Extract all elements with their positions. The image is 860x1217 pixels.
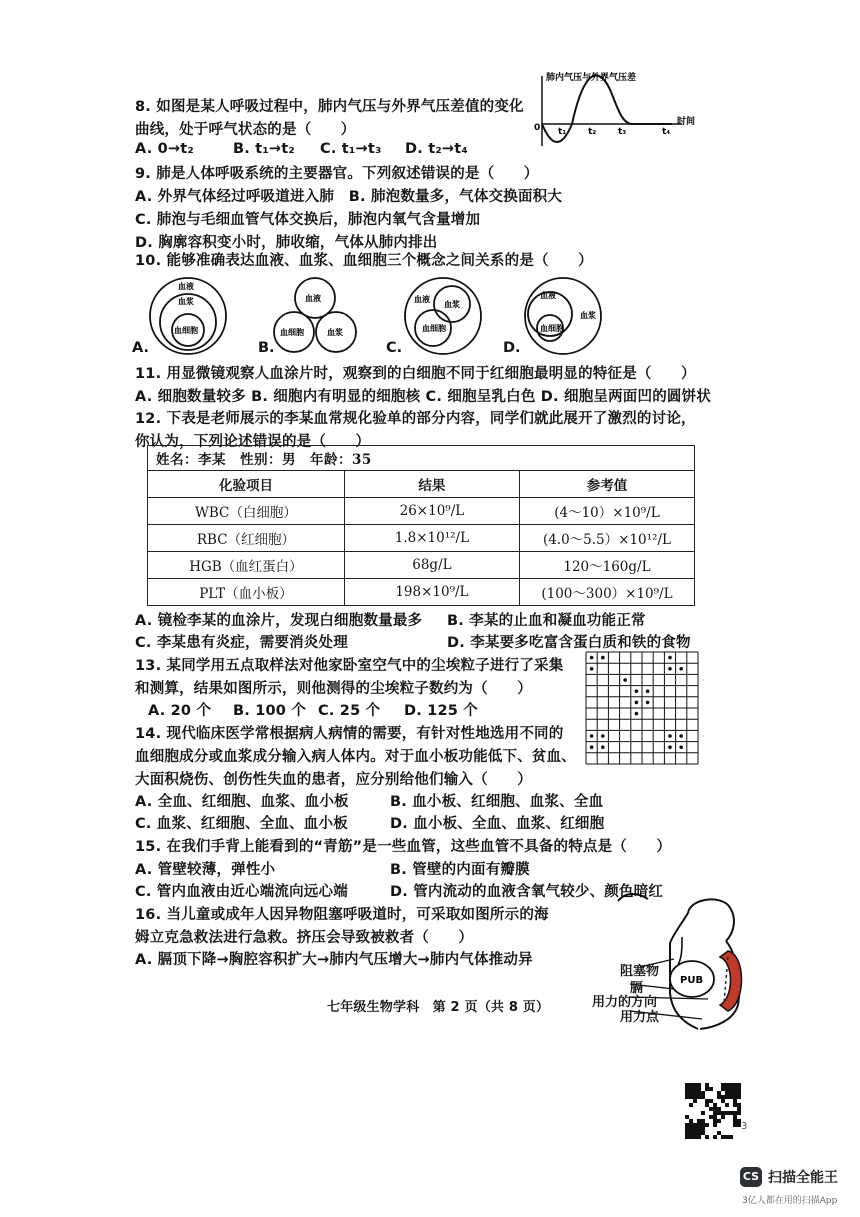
dust-particle-dot (601, 656, 605, 660)
qr-code (685, 1083, 741, 1139)
q8-option-b: B. t₁→t₂ (233, 141, 295, 157)
q8-tick-0: 0 (534, 123, 541, 133)
q10-venn-d (520, 276, 606, 356)
cell-result: 68g/L (344, 552, 519, 579)
q8-stem-line1: 8. 如图是某人呼吸过程中，肺内气压与外界气压差值的变化 (135, 99, 524, 115)
cell-item: HGB（血红蛋白） (148, 552, 345, 579)
dust-particle-dot (679, 745, 683, 749)
q8-xlabel: 时间 (677, 117, 696, 127)
q10-stem: 10. 能够准确表达血液、血浆、血细胞三个概念之间关系的是（ ） (135, 253, 593, 269)
q8-stem-line2: 曲线，处于呼气状态的是（ ） (135, 122, 356, 138)
svg-text:PUB: PUB (680, 975, 704, 986)
q8-option-d: D. t₂→t₄ (405, 141, 468, 157)
dust-particle-dot (590, 667, 594, 671)
q11-stem: 11. 用显微镜观察人血涂片时，观察到的白细胞不同于红细胞最明显的特征是（ ） (135, 366, 696, 382)
q16-label-diaphragm: 膈 (630, 981, 644, 996)
q10-venn-b (272, 276, 358, 356)
q11-options: A. 细胞数量较多 B. 细胞内有明显的细胞核 C. 细胞呈乳白色 D. 细胞呈两面凹的圆饼状 (135, 389, 711, 405)
dust-particle-dot (635, 701, 639, 705)
q16-label-obstruction: 阻塞物 (620, 964, 660, 979)
cell-result: 1.8×10¹²/L (344, 525, 519, 552)
dust-particle-dot (668, 656, 672, 660)
svg-text:血液: 血液 (540, 291, 556, 300)
svg-text:血细胞: 血细胞 (280, 328, 304, 337)
blood-test-report-table (147, 445, 695, 606)
svg-text:血细胞: 血细胞 (174, 326, 198, 335)
edge-digit: 3 (741, 1121, 748, 1132)
dust-particle-dot (679, 734, 683, 738)
table-row (148, 498, 695, 525)
q13-stem-line1: 13. 某同学用五点取样法对他家卧室空气中的尘埃粒子进行了采集 (135, 658, 564, 674)
q14-option-d: D. 血小板、全血、血浆、红细胞 (390, 816, 605, 832)
q15-option-c: C. 管内血液由近心端流向远心端 (135, 884, 348, 900)
q13-dust-sample-grid (585, 651, 699, 765)
q14-option-b: B. 血小板、红细胞、血浆、全血 (390, 794, 604, 810)
report-patient-header: 姓名：李某 性别：男 年龄：35 (148, 446, 695, 471)
table-row (148, 552, 695, 579)
column-header-item: 化验项目 (148, 471, 345, 498)
table-row (148, 525, 695, 552)
q8-tick-t2: t₂ (588, 127, 597, 137)
q13-option-b: B. 100 个 (233, 703, 307, 719)
q12-option-a: A. 镜检李某的血涂片，发现白细胞数量最多 (135, 613, 423, 629)
q14-option-a: A. 全血、红细胞、血浆、血小板 (135, 794, 349, 810)
q12-option-d: D. 李某要多吃富含蛋白质和铁的食物 (447, 635, 691, 651)
cell-item: WBC（白细胞） (148, 498, 345, 525)
q9-option-d: D. 胸廓容积变小时，肺收缩，气体从肺内排出 (135, 235, 438, 251)
table-row (148, 579, 695, 606)
q14-option-c: C. 血浆、红细胞、全血、血小板 (135, 816, 348, 832)
q8-option-c: C. t₁→t₃ (320, 141, 382, 157)
dust-particle-dot (646, 689, 650, 693)
camscanner-logo-icon: CS (740, 1167, 762, 1187)
q16-stem-line1: 16. 当儿童或成年人因异物阻塞呼吸道时，可采取如图所示的海 (135, 907, 549, 923)
svg-text:血浆: 血浆 (327, 328, 343, 337)
q13-option-c: C. 25 个 (318, 703, 381, 719)
q12-stem-line2: 你认为，下列论述错误的是（ ） (135, 434, 371, 450)
q16-stem-line2: 姆立克急救法进行急救。挤压会导致被救者（ ） (135, 930, 474, 946)
dust-particle-dot (635, 689, 639, 693)
cell-result: 198×10⁹/L (344, 579, 519, 606)
q10-venn-c (400, 276, 486, 356)
dust-particle-dot (668, 734, 672, 738)
q10-letter-c: C. (386, 340, 403, 356)
cell-reference: (4～10）×10⁹/L (519, 498, 694, 525)
scanner-brand-tagline: 3亿人都在用的扫描App (742, 1196, 838, 1206)
cell-reference: (100～300）×10⁹/L (519, 579, 694, 606)
q8-tick-t1: t₁ (558, 127, 567, 137)
dust-particle-dot (668, 667, 672, 671)
cell-item: RBC（红细胞） (148, 525, 345, 552)
svg-text:血液: 血液 (414, 295, 430, 304)
q14-stem-line1: 14. 现代临床医学常根据病人病情的需要，有针对性地选用不同的 (135, 726, 564, 742)
q8-tick-t4: t₄ (662, 127, 671, 137)
q15-option-d: D. 管内流动的血液含氧气较少、颜色暗红 (390, 884, 664, 900)
q15-option-b: B. 管壁的内面有瓣膜 (390, 862, 530, 878)
svg-text:血细胞: 血细胞 (540, 324, 564, 333)
cell-reference: 120～160g/L (519, 552, 694, 579)
q9-option-c: C. 肺泡与毛细血管气体交换后，肺泡内氧气含量增加 (135, 212, 481, 228)
q9-stem: 9. 肺是人体呼吸系统的主要器官。下列叙述错误的是（ ） (135, 166, 539, 182)
dust-particle-dot (590, 745, 594, 749)
column-header-result: 结果 (344, 471, 519, 498)
page-footer: 七年级生物学科 第 2 页（共 8 页） (327, 1000, 550, 1015)
q10-letter-b: B. (258, 340, 275, 356)
q12-stem-line1: 12. 下表是老师展示的李某血常规化验单的部分内容，同学们就此展开了激烈的讨论， (135, 411, 696, 427)
q16-option-a: A. 膈顶下降→胸腔容积扩大→肺内气压增大→肺内气体推动异 (135, 952, 533, 968)
q12-option-c: C. 李某患有炎症，需要消炎处理 (135, 635, 348, 651)
q10-venn-a (148, 276, 234, 356)
q12-option-b: B. 李某的止血和凝血功能正常 (447, 613, 646, 629)
svg-text:血液: 血液 (305, 294, 321, 303)
dust-particle-dot (635, 712, 639, 716)
q14-stem-line3: 大面积烧伤、创伤性失血的患者，应分别给他们输入（ ） (135, 772, 532, 788)
q16-label-force-point: 用力点 (620, 1010, 660, 1025)
dust-particle-dot (668, 745, 672, 749)
column-header-reference: 参考值 (519, 471, 694, 498)
cell-item: PLT（血小板） (148, 579, 345, 606)
q8-option-a: A. 0→t₂ (135, 141, 194, 157)
scanner-brand-name: 扫描全能王 (768, 1170, 838, 1186)
svg-text:血浆: 血浆 (580, 311, 596, 320)
q13-option-a: A. 20 个 (148, 703, 212, 719)
svg-text:血浆: 血浆 (444, 300, 460, 309)
dust-particle-dot (590, 734, 594, 738)
q8-ylabel: 肺内气压与外界气压差 (546, 73, 637, 83)
q15-option-a: A. 管壁较薄，弹性小 (135, 862, 276, 878)
q14-stem-line2: 血细胞成分或血浆成分输入病人体内。对于血小板功能低下、贫血、 (135, 749, 576, 765)
q16-heimlich-figure (578, 893, 758, 1033)
q13-stem-line2: 和测算，结果如图所示，则他测得的尘埃粒子数约为（ ） (135, 681, 532, 697)
q10-letter-d: D. (503, 340, 521, 356)
dust-particle-dot (623, 678, 627, 682)
cell-reference: (4.0～5.5）×10¹²/L (519, 525, 694, 552)
dust-particle-dot (601, 745, 605, 749)
q9-option-ab: A. 外界气体经过呼吸道进入肺 B. 肺泡数量多，气体交换面积大 (135, 189, 563, 205)
q8-pressure-curve-figure (532, 68, 704, 148)
q13-option-d: D. 125 个 (404, 703, 479, 719)
q10-letter-a: A. (132, 340, 149, 356)
dust-particle-dot (590, 656, 594, 660)
q15-stem: 15. 在我们手背上能看到的“青筋”是一些血管，这些血管不具备的特点是（ ） (135, 839, 672, 855)
dust-particle-dot (601, 734, 605, 738)
svg-text:血细胞: 血细胞 (422, 324, 446, 333)
q16-label-force-direction: 用力的方向 (592, 995, 658, 1010)
cell-result: 26×10⁹/L (344, 498, 519, 525)
dust-particle-dot (679, 667, 683, 671)
q8-tick-t3: t₃ (618, 127, 627, 137)
dust-particle-dot (646, 701, 650, 705)
svg-text:血浆: 血浆 (178, 297, 194, 306)
svg-text:血液: 血液 (178, 282, 194, 291)
